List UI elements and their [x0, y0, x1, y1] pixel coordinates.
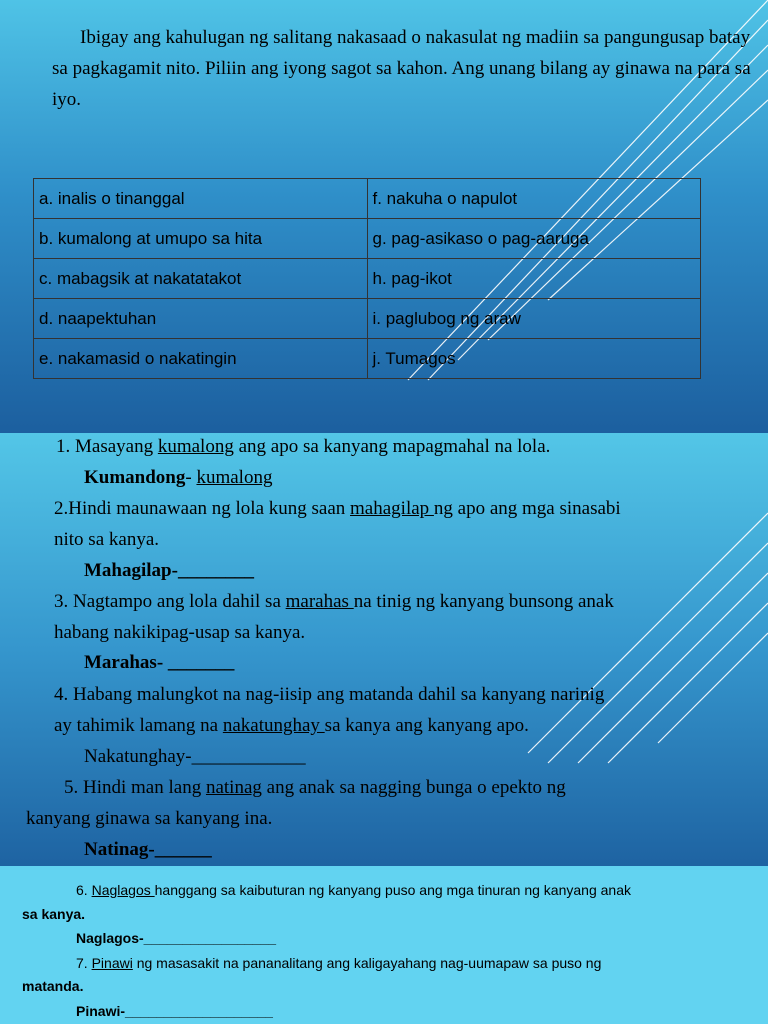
question-3-line-2: habang nakikipag-usap sa kanya. — [54, 622, 306, 643]
slide-3 — [0, 866, 768, 1024]
table-row — [34, 299, 701, 339]
q6-keyword: Naglagos — [91, 882, 155, 898]
slide-2 — [0, 433, 768, 866]
answer-2 — [84, 560, 254, 582]
q6-text: 6. — [76, 882, 92, 898]
q2-keyword: mahagilap — [350, 498, 434, 519]
table-row — [34, 259, 701, 299]
question-1 — [56, 436, 550, 458]
choice-i: i. paglubog ng araw — [367, 299, 701, 339]
q4-keyword: nakatunghay — [222, 715, 325, 736]
q2-text-end: ng apo ang mga sinasabi — [433, 498, 621, 519]
answer-4: Nakatunghay-____________ — [84, 746, 306, 767]
q4-text: ay tahimik lamang na — [54, 715, 223, 736]
choices-table — [33, 178, 701, 379]
a5-term: Natinag — [84, 839, 149, 860]
choice-d: d. naapektuhan — [34, 299, 368, 339]
q3-keyword: marahas — [285, 591, 354, 612]
q7-text-end: ng masasakit na pananalitang ang kaligayahang nag-uumapaw sa puso ng — [132, 955, 602, 971]
a5-blank: -______ — [148, 839, 212, 860]
q1-text-end: ang apo sa kanyang mapagmahal na lola. — [233, 436, 551, 457]
table-row — [34, 179, 701, 219]
answer-6: Naglagos-_________________ — [76, 930, 277, 946]
instruction-text: Ibigay ang kahulugan ng salitang nakasaad o nakasulat ng madiin sa pangungusap batay sa pagkagamit nito. Piliin ang iyong sagot sa kahon. Ang unang bilang ay ginawa na para sa iyo. — [52, 27, 751, 110]
answer-5 — [84, 839, 212, 861]
q5-keyword: natinag — [205, 777, 262, 798]
a1-term: Kumandong — [84, 467, 186, 488]
a1-answer: kumalong — [196, 467, 273, 488]
choice-h: h. pag-ikot — [367, 259, 701, 299]
answer-3 — [84, 652, 234, 674]
a3-blank: - _______ — [156, 652, 235, 673]
choice-g: g. pag-asikaso o pag-aaruga — [367, 219, 701, 259]
question-6 — [76, 882, 631, 898]
answer-1 — [84, 467, 272, 489]
question-3 — [54, 591, 614, 613]
a1-separator: - — [185, 467, 197, 488]
q1-keyword: kumalong — [157, 436, 234, 457]
question-7 — [76, 955, 601, 971]
a2-term: Mahagilap — [84, 560, 172, 581]
q5-text: 5. Hindi man lang — [64, 777, 206, 798]
q4-text-end: sa kanya ang kanyang apo. — [324, 715, 529, 736]
choice-j: j. Tumagos — [367, 339, 701, 379]
question-2-line-2: nito sa kanya. — [54, 529, 160, 550]
q7-keyword: Pinawi — [91, 955, 133, 971]
choice-e: e. nakamasid o nakatingin — [34, 339, 368, 379]
table-row — [34, 219, 701, 259]
question-5-line-2: kanyang ginawa sa kanyang ina. — [26, 808, 273, 829]
q2-text: 2.Hindi maunawaan ng lola kung saan — [54, 498, 351, 519]
question-5 — [64, 777, 566, 799]
choice-c: c. mabagsik at nakatatakot — [34, 259, 368, 299]
choice-a: a. inalis o tinanggal — [34, 179, 368, 219]
table-row — [34, 339, 701, 379]
q3-text: 3. Nagtampo ang lola dahil sa — [54, 591, 286, 612]
question-4: 4. Habang malungkot na nag-iisip ang matanda dahil sa kanyang narinig — [54, 684, 605, 705]
q7-text: 7. — [76, 955, 92, 971]
answer-7: Pinawi-___________________ — [76, 1003, 273, 1019]
q3-text-end: na tinig ng kanyang bunsong anak — [353, 591, 614, 612]
q1-text: 1. Masayang — [56, 436, 158, 457]
question-2 — [54, 498, 621, 520]
question-4-line-2 — [54, 715, 529, 737]
a3-term: Marahas — [84, 652, 157, 673]
question-6-line-2: sa kanya. — [22, 906, 86, 922]
q5-text-end: ang anak sa nagging bunga o epekto ng — [261, 777, 566, 798]
q6-text-end: hanggang sa kaibuturan ng kanyang puso ang mga tinuran ng kanyang anak — [154, 882, 631, 898]
slide-1 — [0, 0, 768, 433]
question-7-line-2: matanda. — [22, 978, 84, 994]
choice-b: b. kumalong at umupo sa hita — [34, 219, 368, 259]
choice-f: f. nakuha o napulot — [367, 179, 701, 219]
a2-blank: -________ — [171, 560, 254, 581]
